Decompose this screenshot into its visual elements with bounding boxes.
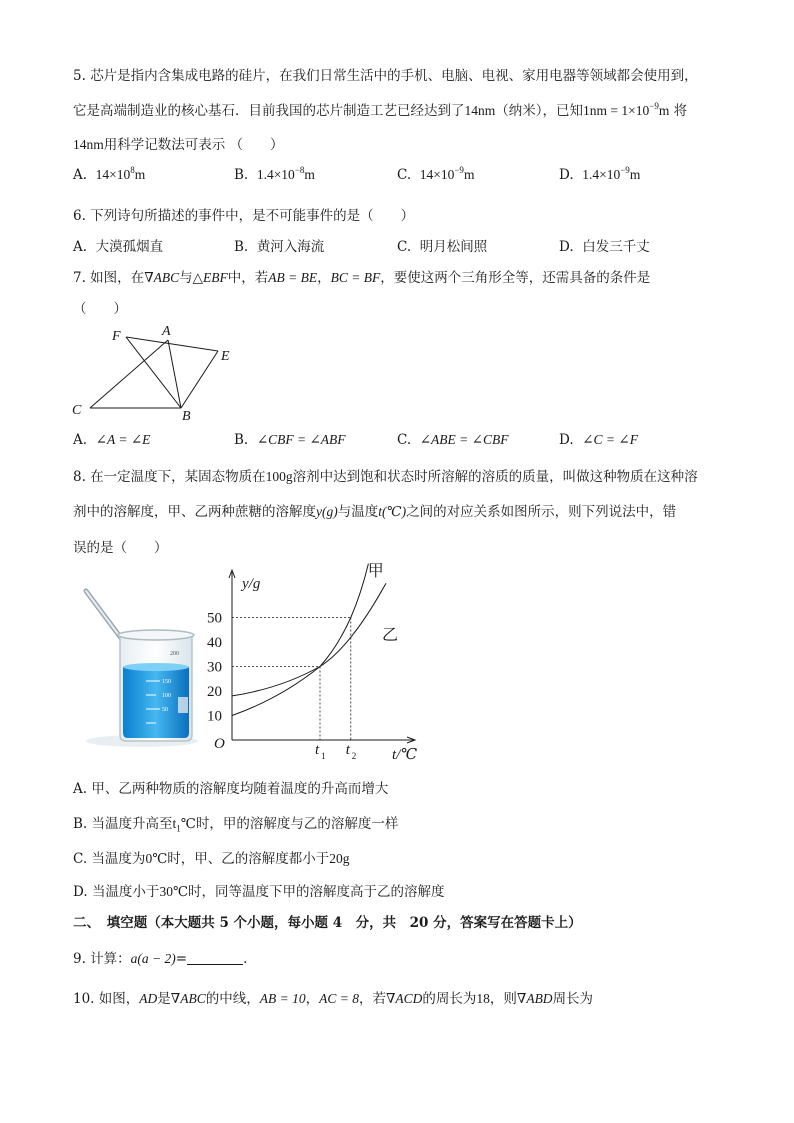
origin-label: O <box>214 736 225 752</box>
segment-eb <box>181 351 218 408</box>
section-2-heading: 二、 填空题（本大题共 5 个小题，每小题 4 分，共 20 分，答案写在答题卡上） <box>73 915 582 931</box>
solubility-chart <box>200 560 430 765</box>
q7-line1: 7. 如图，在∇ABC与△EBF中，若AB = BE，BC = BF，要使这两个三角形全等，还需具备的条件是 <box>73 270 651 286</box>
q8-line2: 剂中的溶解度，甲、乙两种蔗糖的溶解度y(g)与温度t(℃)之间的对应关系如图所示，则下列说法中，错 <box>73 504 677 520</box>
q5-option-a: A. $14\times 10^8m$ <box>73 165 146 183</box>
q8-line1: 8. 在一定温度下，某固态物质在100g溶剂中达到饱和状态时所溶解的溶质的质量，叫做这种物质在这种溶 <box>73 469 698 485</box>
q5-option-c: C. $14\times 10^{-9}m$ <box>397 165 475 183</box>
beaker-mark-150: 150 <box>162 679 171 685</box>
segment-fb <box>126 337 181 408</box>
label-a: A <box>162 324 171 339</box>
q8-line3: 误的是（ ） <box>73 540 168 556</box>
y-tick-label: 40 <box>207 635 222 651</box>
q8-option-d: D. 当温度小于30℃时，同等温度下甲的溶解度高于乙的溶解度 <box>73 884 445 900</box>
q7-triangle-figure <box>68 320 248 425</box>
label-e: E <box>221 349 230 364</box>
y-axis-label: y/g <box>242 576 261 592</box>
y-tick-label: 50 <box>207 610 222 627</box>
label-b: B <box>182 409 191 424</box>
segment-ca <box>90 340 168 408</box>
beaker-mark-100: 100 <box>162 693 171 699</box>
segment-fe <box>126 337 218 351</box>
q5-line3: 14nm用科学记数法可表示 （ ） <box>73 137 284 153</box>
q8-option-a: A. 甲、乙两种物质的溶解度均随着温度的升高而增大 <box>73 781 389 797</box>
q10-question: 10. 如图，AD是∇ABC的中线，AB = 10，AC = 8，若∇ACD的周长为18，则∇ABD周长为 <box>73 991 594 1007</box>
q6-option-b: B. 黄河入海流 <box>234 239 325 255</box>
x-tick-subscript: 1 <box>321 751 326 761</box>
q8-option-c: C. 当温度为0℃时，甲、乙的溶解度都小于20g <box>73 851 350 867</box>
q7-option-b: B. ∠CBF = ∠ABF <box>234 432 346 448</box>
q6-question: 6. 下列诗句所描述的事件中，是不可能事件的是（ ） <box>73 208 415 224</box>
q7-option-a: A. ∠A = ∠E <box>73 432 151 448</box>
beaker-mark-50: 50 <box>162 707 168 713</box>
segment-ab <box>168 340 181 408</box>
series-yi-line <box>232 583 386 696</box>
x-tick-label: t <box>315 742 320 758</box>
q7-option-d: D. ∠C = ∠F <box>559 432 638 448</box>
x-tick-subscript: 2 <box>351 751 357 761</box>
beaker-mark-200: 200 <box>170 651 179 657</box>
q9-answer-blank[interactable] <box>187 950 243 965</box>
beaker-illustration <box>80 585 210 750</box>
series-jia-label: 甲 <box>367 563 384 580</box>
x-tick-label: t <box>345 742 350 758</box>
q8-option-b: B. 当温度升高至$t_1℃$时，甲的溶解度与乙的溶解度一样 <box>73 816 399 834</box>
q6-option-a: A. 大漠孤烟直 <box>73 239 164 255</box>
q5-line1: 5. 芯片是指内含集成电路的硅片，在我们日常生活中的手机、电脑、电视、家用电器等领域都会使用到， <box>73 68 698 84</box>
series-yi-label: 乙 <box>382 627 399 644</box>
q6-option-d: D. 白发三千丈 <box>559 239 650 255</box>
y-tick-label: 10 <box>207 708 222 725</box>
x-axis-label: t/℃ <box>392 747 418 763</box>
y-tick-label: 20 <box>207 684 222 700</box>
q5-option-b: B. $1.4\times 10^{-8}m$ <box>234 165 315 183</box>
q5-option-d: D. $1.4\times 10^{-9}m$ <box>559 165 641 183</box>
q7-option-c: C. ∠ABE = ∠CBF <box>397 432 509 448</box>
label-f: F <box>112 329 121 344</box>
label-c: C <box>72 403 82 418</box>
q7-line2: （ ） <box>73 301 127 317</box>
q5-line2: 它是高端制造业的核心基石．目前我国的芯片制造工艺已经达到了14nm（纳米），已知$1nm = 1\times 10^{-9}m$ 将 <box>73 101 688 119</box>
q9-question: 9. 计算：a(a − 2)= . <box>73 951 248 967</box>
y-tick-label: 30 <box>207 659 222 676</box>
q6-option-c: C. 明月松间照 <box>397 239 488 255</box>
